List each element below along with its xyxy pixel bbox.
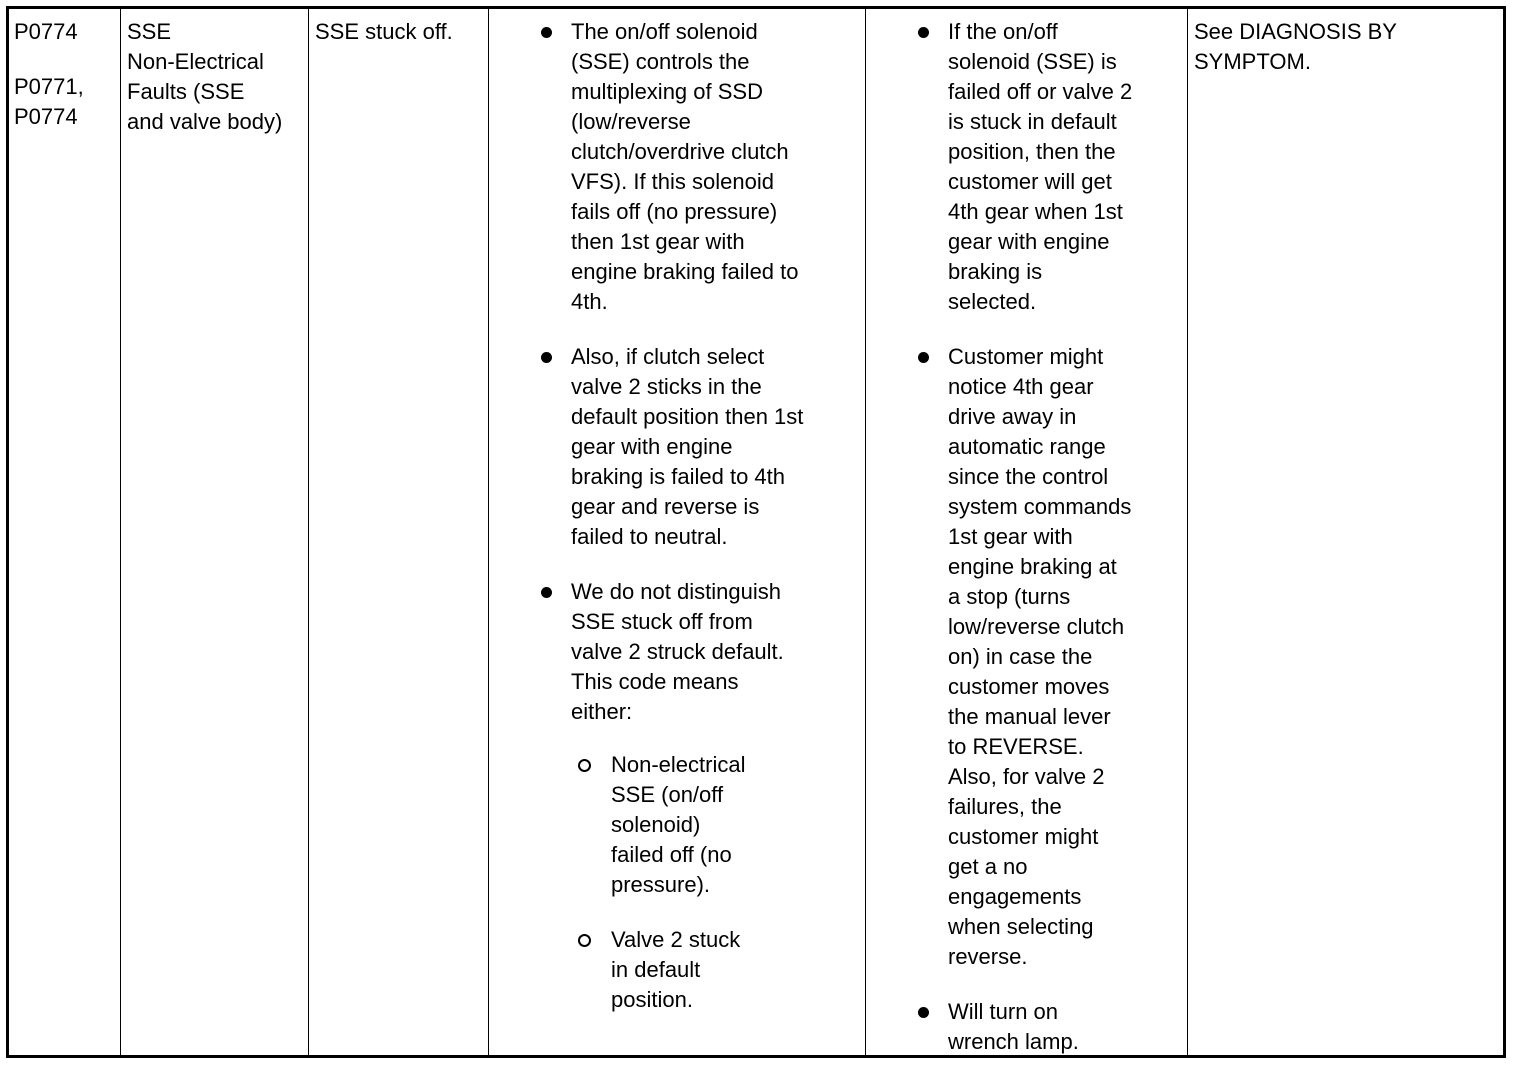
symptom-bullet	[912, 342, 1187, 972]
bullet-dot-icon	[541, 587, 552, 598]
text-line: the manual lever	[948, 704, 1111, 729]
text-line: We do not distinguish	[571, 579, 781, 604]
text-line: is stuck in default	[948, 109, 1117, 134]
bullet-dot-icon	[918, 1007, 929, 1018]
bullet-dot-icon	[918, 352, 929, 363]
text-line: customer will get	[948, 169, 1112, 194]
description-cell	[488, 9, 865, 1055]
text-line: fails off (no pressure)	[571, 199, 778, 224]
fault-name-line: Non-Electrical	[127, 49, 264, 74]
text-line: system commands	[948, 494, 1132, 519]
description-sublist	[535, 750, 865, 1015]
action-text-line: See DIAGNOSIS BY	[1194, 19, 1397, 44]
text-line: to REVERSE.	[948, 734, 1084, 759]
text-line: (low/reverse	[571, 109, 691, 134]
text-line: failures, the	[948, 794, 1062, 819]
text-line: engine braking at	[948, 554, 1117, 579]
text-line: gear and reverse is	[571, 494, 760, 519]
symptom-bullet	[912, 997, 1187, 1057]
description-list	[535, 17, 865, 727]
description-bullet	[535, 577, 865, 727]
text-line: valve 2 struck default.	[571, 639, 784, 664]
text-line: customer moves	[948, 674, 1110, 699]
text-line: on) in case the	[948, 644, 1093, 669]
text-line: default position then 1st	[571, 404, 804, 429]
text-line: SSE (on/off	[611, 782, 724, 807]
text-line: 1st gear with	[948, 524, 1073, 549]
text-line: engagements	[948, 884, 1082, 909]
text-line: since the control	[948, 464, 1109, 489]
text-line: VFS). If this solenoid	[571, 169, 774, 194]
text-line: braking is failed to 4th	[571, 464, 786, 489]
text-line: get a no	[948, 854, 1028, 879]
symptom-cell	[865, 9, 1187, 1055]
text-line: notice 4th gear	[948, 374, 1094, 399]
description-bullet	[535, 342, 865, 552]
condition-cell	[308, 9, 488, 1055]
fault-name-cell	[120, 9, 308, 1055]
text-line: If the on/off	[948, 19, 1058, 44]
text-line: clutch/overdrive clutch	[571, 139, 789, 164]
text-line: failed off or valve 2	[948, 79, 1133, 104]
text-line: gear with engine	[948, 229, 1110, 254]
text-line: braking is	[948, 259, 1043, 284]
text-line: when selecting	[948, 914, 1094, 939]
text-line: (SSE) controls the	[571, 49, 750, 74]
action-cell	[1187, 9, 1503, 1055]
dtc-code: P0774	[14, 104, 78, 129]
bullet-dot-icon	[541, 352, 552, 363]
text-line: position, then the	[948, 139, 1116, 164]
symptom-list	[912, 17, 1187, 1057]
text-line: solenoid)	[611, 812, 701, 837]
text-line: then 1st gear with	[571, 229, 745, 254]
symptom-bullet	[912, 17, 1187, 317]
text-line: solenoid (SSE) is	[948, 49, 1117, 74]
fault-name-line: Faults (SSE	[127, 79, 245, 104]
bullet-dot-icon	[918, 27, 929, 38]
text-line: customer might	[948, 824, 1099, 849]
dtc-code-cell	[9, 9, 120, 1055]
text-line: failed off (no	[611, 842, 732, 867]
text-line: engine braking failed to	[571, 259, 799, 284]
hollow-bullet-icon	[578, 934, 591, 947]
description-subitem	[535, 925, 865, 1015]
text-line: This code means	[571, 669, 739, 694]
text-line: drive away in	[948, 404, 1077, 429]
description-subitem	[535, 750, 865, 900]
text-line: gear with engine	[571, 434, 733, 459]
fault-name-line: SSE	[127, 19, 172, 44]
text-line: selected.	[948, 289, 1037, 314]
bullet-dot-icon	[541, 27, 552, 38]
action-text-line: SYMPTOM.	[1194, 49, 1311, 74]
text-line: failed to neutral.	[571, 524, 728, 549]
text-line: in default	[611, 957, 701, 982]
text-line: valve 2 sticks in the	[571, 374, 762, 399]
text-line: SSE stuck off from	[571, 609, 753, 634]
hollow-bullet-icon	[578, 759, 591, 772]
text-line: Also, for valve 2	[948, 764, 1105, 789]
text-line: The on/off solenoid	[571, 19, 758, 44]
text-line: automatic range	[948, 434, 1106, 459]
description-bullet	[535, 17, 865, 317]
condition-text: SSE stuck off.	[315, 19, 453, 44]
text-line: Also, if clutch select	[571, 344, 765, 369]
text-line: low/reverse clutch	[948, 614, 1125, 639]
dtc-code: P0774	[14, 19, 78, 44]
text-line: Valve 2 stuck	[611, 927, 741, 952]
text-line: either:	[571, 699, 633, 724]
text-line: 4th gear when 1st	[948, 199, 1123, 224]
dtc-code: P0771,	[14, 74, 84, 99]
fault-name-line: and valve body)	[127, 109, 283, 134]
text-line: wrench lamp.	[948, 1029, 1079, 1054]
text-line: multiplexing of SSD	[571, 79, 763, 104]
text-line: Customer might	[948, 344, 1104, 369]
text-line: a stop (turns	[948, 584, 1071, 609]
text-line: reverse.	[948, 944, 1028, 969]
text-line: position.	[611, 987, 693, 1012]
text-line: Will turn on	[948, 999, 1059, 1024]
text-line: Non-electrical	[611, 752, 746, 777]
dtc-table	[6, 6, 1506, 1058]
text-line: pressure).	[611, 872, 711, 897]
text-line: 4th.	[571, 289, 608, 314]
